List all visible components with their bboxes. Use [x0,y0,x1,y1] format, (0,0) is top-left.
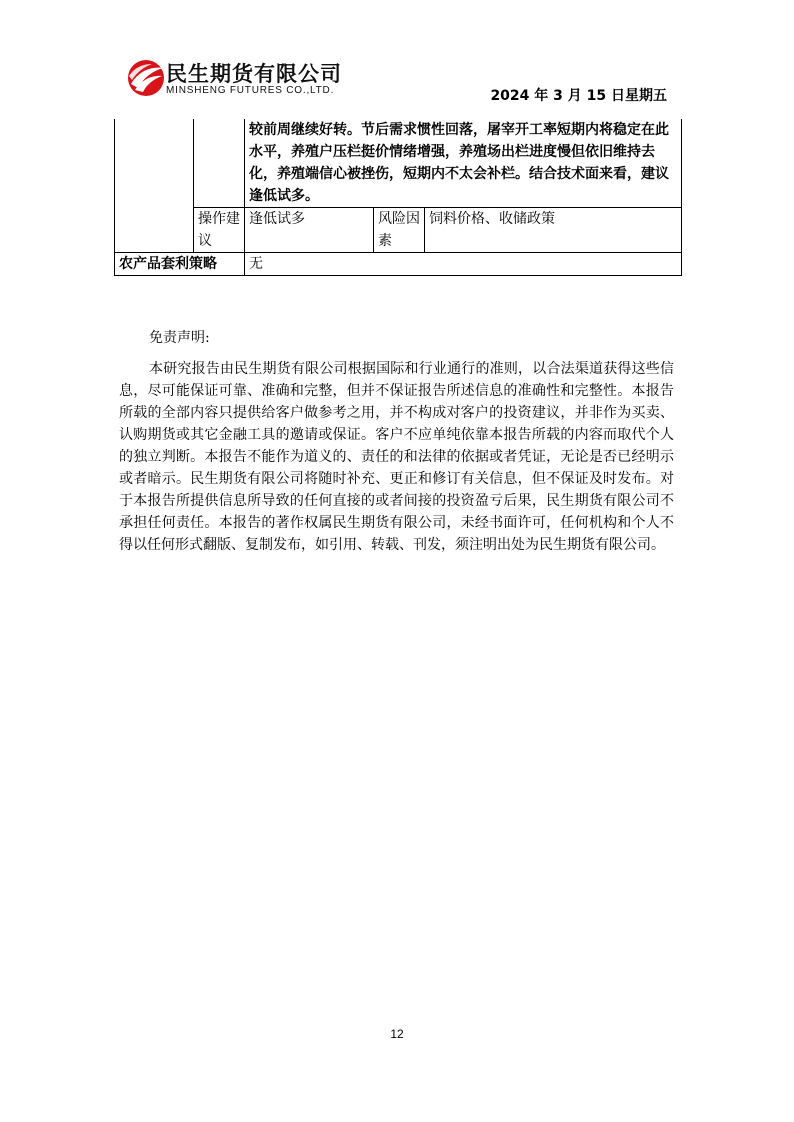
strategy-table [114,119,682,276]
strategy-value: 无 [245,253,682,276]
disclaimer-title: 免责声明: [149,330,210,346]
risk-label: 风险因素 [374,208,425,253]
table-row [115,208,682,253]
minsheng-logo-icon [126,58,166,98]
logo-chinese-name: 民生期货有限公司 [166,62,342,86]
logo-english-name: MINSHENG FUTURES CO.,LTD. [166,85,335,96]
analysis-text: 较前周继续好转。节后需求惯性回落，屠宰开工率短期内将稳定在此水平，养殖户压栏挺价情绪增强，养殖场出栏进度慢但依旧维持去化，养殖端信心被挫伤，短期内不太会补栏。结合技术面来看，建议逢低试多。 [245,119,682,208]
page-number: 12 [390,1027,404,1041]
company-logo [126,58,366,100]
strategy-label: 农产品套利策略 [115,253,245,276]
table-cell-blank [194,119,245,208]
operation-label: 操作建议 [194,208,245,253]
table-row [115,253,682,276]
disclaimer-section [119,327,674,556]
operation-value: 逢低试多 [245,208,374,253]
table-cell-blank [115,119,194,253]
table-row [115,119,682,208]
risk-value: 饲料价格、收储政策 [425,208,682,253]
disclaimer-body: 本研究报告由民生期货有限公司根据国际和行业通行的准则，以合法渠道获得这些信息，尽可能保证可靠、准确和完整，但并不保证报告所述信息的准确性和完整性。本报告所载的全部内容只提供给客户做参考之用，并不构成对客户的投资建议，并非作为买卖、认购期货或其它金融工具的邀请或保证。客户不应单纯依靠本报告所载的内容而取代个人的独立判断。本报告不能作为道义的、责任的和法律的依据或者凭证，无论是否已经明示或者暗示。民生期货有限公司将随时补充、更正和修订有关信息，但不保证及时发布。对于本报告所提供信息所导致的任何直接的或者间接的投资盈亏后果，民生期货有限公司不承担任何责任。本报告的著作权属民生期货有限公司，未经书面许可，任何机构和个人不得以任何形式翻版、复制发布，如引用、转载、刊发，须注明出处为民生期货有限公司。 [119,361,674,553]
report-date: 2024 年 3 月 15 日星期五 [490,88,667,104]
